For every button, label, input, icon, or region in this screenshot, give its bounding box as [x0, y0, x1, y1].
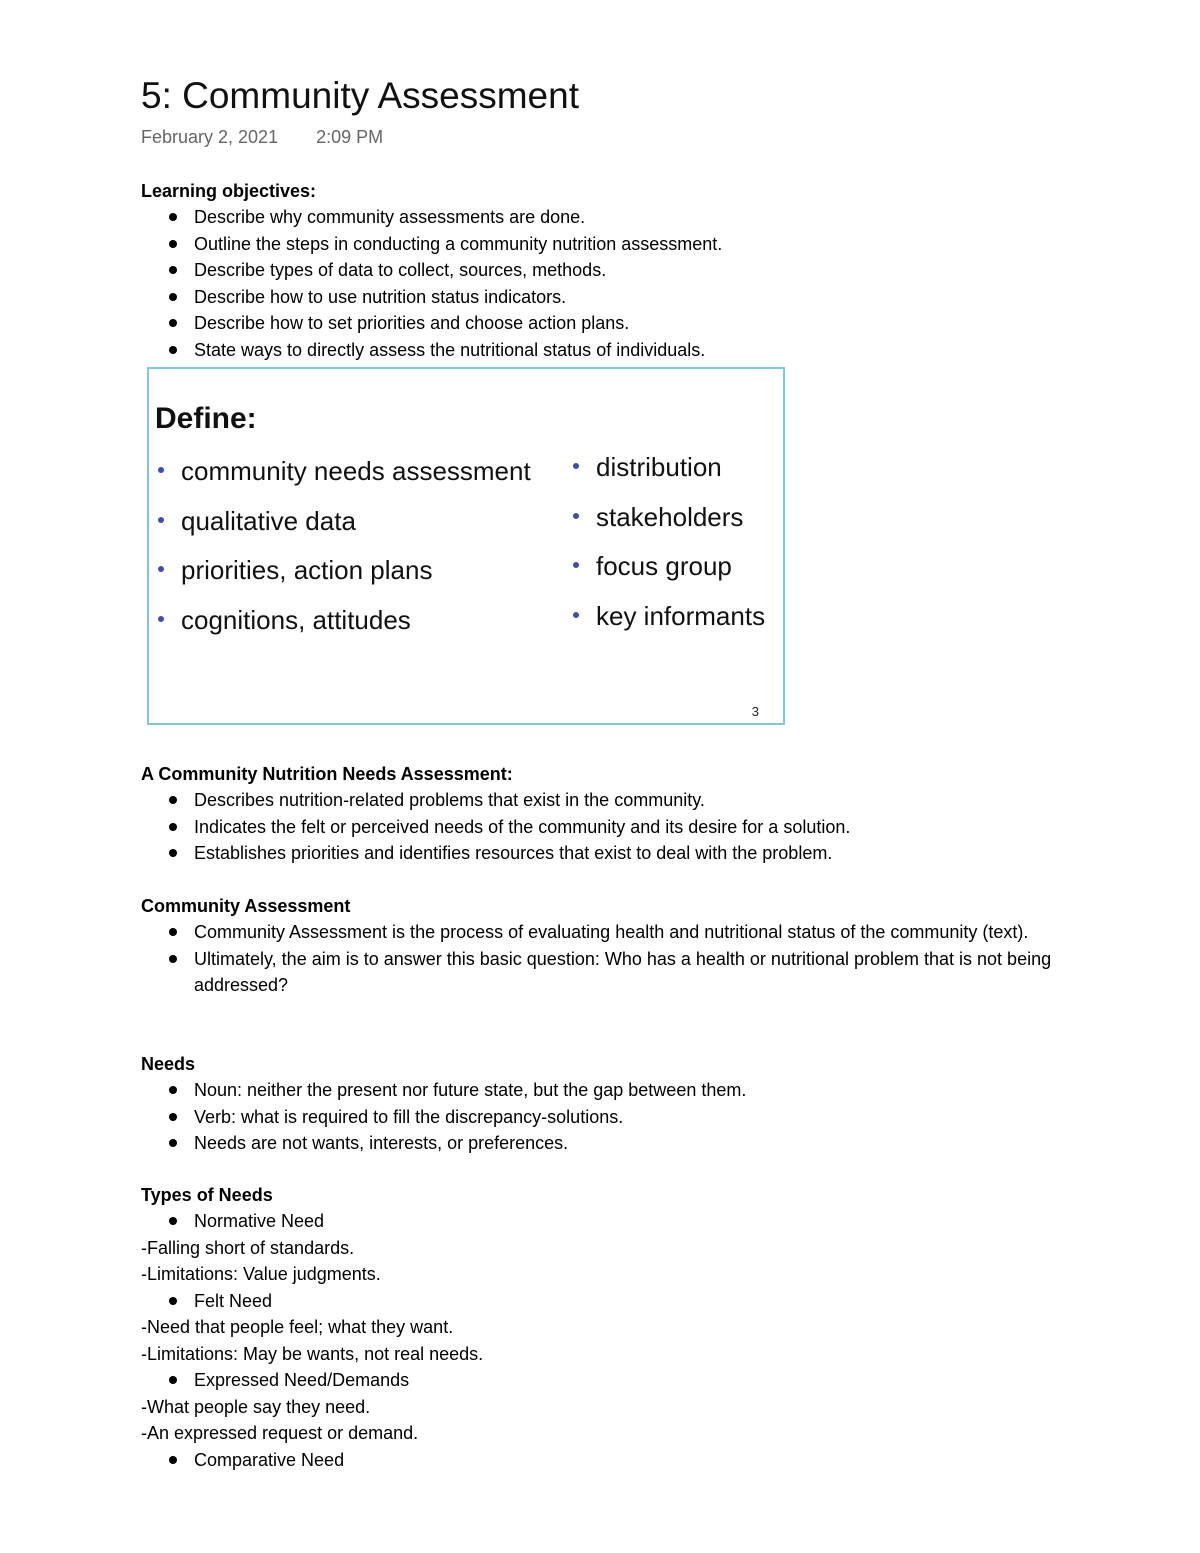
bullet-icon	[169, 213, 177, 221]
bullet-icon	[169, 1113, 177, 1121]
community-assessment-list	[141, 919, 1061, 999]
list-item: Indicates the felt or perceived needs of the community and its desire for a solution.	[141, 814, 1101, 841]
cnna-section	[141, 761, 1101, 867]
slide-left-column	[155, 453, 531, 652]
slide-bullet-icon	[573, 513, 579, 519]
slide-bullet-icon	[573, 463, 579, 469]
list-item: Noun: neither the present nor future state, but the gap between them.	[141, 1077, 1101, 1104]
bullet-icon	[169, 1297, 177, 1305]
slide-bullet-icon	[573, 562, 579, 568]
slide-title: Define:	[155, 402, 257, 435]
list-item: Normative Need	[141, 1208, 1101, 1235]
note-line: -Limitations: Value judgments.	[141, 1264, 381, 1284]
slide-bullet-icon	[573, 612, 579, 618]
list-item: Ultimately, the aim is to answer this basic question: Who has a health or nutritional problem that is not being addressed?	[141, 946, 1061, 999]
list-item: Describe how to use nutrition status indicators.	[141, 284, 1101, 311]
learning-objectives-heading: Learning objectives:	[141, 181, 317, 201]
slide-term: priorities, action plans	[155, 552, 531, 602]
list-item: Expressed Need/Demands	[141, 1367, 1101, 1394]
slide-term: cognitions, attitudes	[155, 602, 531, 652]
bullet-icon	[169, 849, 177, 857]
slide-bullet-icon	[158, 467, 164, 473]
slide-bullet-icon	[158, 566, 164, 572]
slide-term: key informants	[570, 598, 765, 648]
slide-term: community needs assessment	[155, 453, 531, 503]
list-item: Community Assessment is the process of evaluating health and nutritional status of the community (text).	[141, 919, 1061, 946]
types-of-needs-section	[141, 1182, 1101, 1473]
bullet-icon	[169, 1086, 177, 1094]
bullet-icon	[169, 1456, 177, 1464]
bullet-icon	[169, 346, 177, 354]
types-list-normative	[141, 1208, 1101, 1235]
bullet-icon	[169, 293, 177, 301]
page-time: 2:09 PM	[316, 127, 384, 147]
needs-list	[141, 1077, 1101, 1157]
note-line: -Falling short of standards.	[141, 1237, 355, 1258]
slide-term: focus group	[570, 548, 765, 598]
needs-section	[141, 1051, 1101, 1157]
list-item: Describe types of data to collect, sources, methods.	[141, 257, 1101, 284]
list-item: Comparative Need	[141, 1447, 1101, 1474]
page-title: 5: Community Assessment	[141, 75, 579, 116]
list-item: Outline the steps in conducting a community nutrition assessment.	[141, 231, 1101, 258]
types-list-felt	[141, 1288, 1101, 1315]
community-assessment-section	[141, 893, 1101, 999]
slide-term: qualitative data	[155, 503, 531, 553]
list-item: Describes nutrition-related problems that exist in the community.	[141, 787, 1101, 814]
bullet-icon	[169, 1217, 177, 1225]
list-item: State ways to directly assess the nutritional status of individuals.	[141, 337, 1101, 364]
list-item: Describe why community assessments are done.	[141, 204, 1101, 231]
page-date: February 2, 2021	[141, 127, 279, 147]
needs-heading: Needs	[141, 1054, 196, 1074]
learning-objectives-section	[141, 178, 1101, 363]
note-line: -What people say they need.	[141, 1396, 371, 1417]
list-item: Felt Need	[141, 1288, 1101, 1315]
slide-term: distribution	[570, 449, 765, 499]
note-line: -Limitations: May be wants, not real needs.	[141, 1343, 484, 1364]
bullet-icon	[169, 319, 177, 327]
bullet-icon	[169, 1139, 177, 1147]
bullet-icon	[169, 955, 177, 963]
bullet-icon	[169, 823, 177, 831]
bullet-icon	[169, 928, 177, 936]
slide-right-column	[570, 449, 765, 648]
list-item: Verb: what is required to fill the discrepancy-solutions.	[141, 1104, 1101, 1131]
cnna-heading: A Community Nutrition Needs Assessment:	[141, 764, 513, 784]
types-of-needs-heading: Types of Needs	[141, 1185, 273, 1205]
learning-objectives-list	[141, 204, 1101, 363]
define-slide-image	[147, 367, 785, 725]
bullet-icon	[169, 266, 177, 274]
slide-page-number: 3	[751, 704, 759, 719]
types-list-expressed	[141, 1367, 1101, 1394]
slide-term: stakeholders	[570, 499, 765, 549]
list-item: Needs are not wants, interests, or preferences.	[141, 1130, 1101, 1157]
page-meta	[141, 126, 383, 148]
bullet-icon	[169, 240, 177, 248]
bullet-icon	[169, 1376, 177, 1384]
cnna-list	[141, 787, 1101, 867]
list-item: Establishes priorities and identifies resources that exist to deal with the problem.	[141, 840, 1101, 867]
types-list-comparative	[141, 1447, 1101, 1474]
bullet-icon	[169, 796, 177, 804]
list-item: Describe how to set priorities and choose action plans.	[141, 310, 1101, 337]
slide-bullet-icon	[158, 517, 164, 523]
note-line: -An expressed request or demand.	[141, 1423, 419, 1443]
community-assessment-heading: Community Assessment	[141, 896, 351, 916]
note-line: -Need that people feel; what they want.	[141, 1317, 454, 1337]
slide-bullet-icon	[158, 616, 164, 622]
